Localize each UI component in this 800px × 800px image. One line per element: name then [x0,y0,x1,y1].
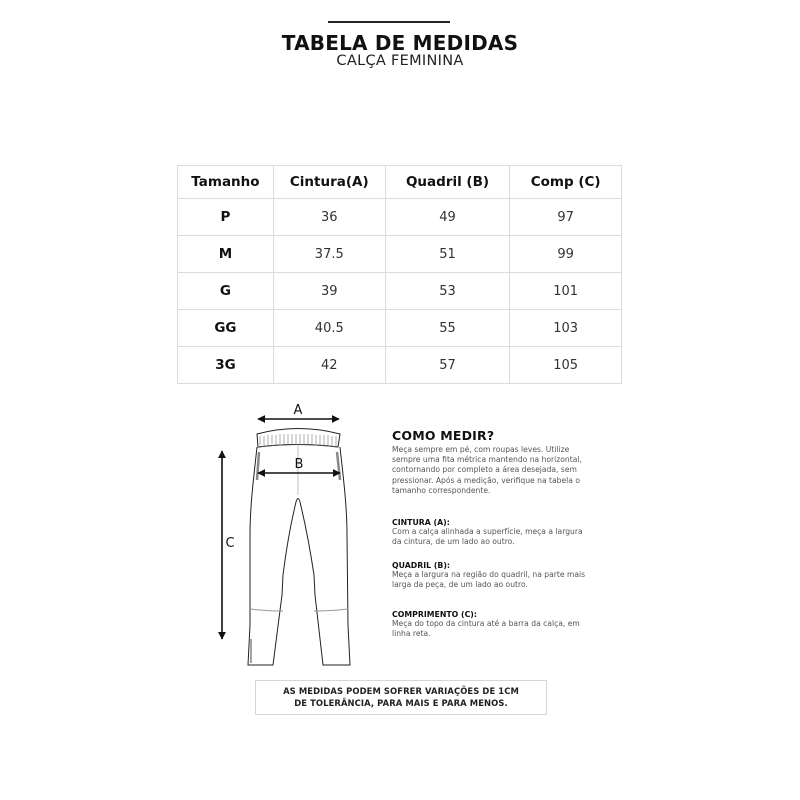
pants-diagram [210,395,385,675]
label-b: B [294,457,304,472]
howto-section-quadril [392,561,592,590]
cell-quadril: 51 [385,236,510,273]
section-heading: QUADRIL (B): [392,561,451,570]
howto-intro: Meça sempre em pé, com roupas leves. Utilize sempre uma fita métrica mantendo na horizontal, contornando por completo a área desejada, sem pressionar. Após a medição, verifique na tabela o tamanho correspondente. [392,445,582,495]
cell-comp: 97 [510,199,622,236]
howto-section-comprimento [392,610,592,639]
cell-size: M [178,236,274,273]
table-row [178,310,622,347]
table-row [178,347,622,384]
label-c: C [225,536,235,551]
cell-comp: 105 [510,347,622,384]
note-line-1: AS MEDIDAS PODEM SOFRER VARIAÇÕES DE 1CM [283,686,519,696]
cell-cintura: 39 [273,273,385,310]
cell-quadril: 53 [385,273,510,310]
howto-intro-block [392,428,592,496]
section-text: Meça a largura na região do quadril, na parte mais larga da peça, de um lado ao outro. [392,570,586,590]
header-tamanho: Tamanho [178,166,274,199]
page-title: TABELA DE MEDIDAS [281,31,519,55]
cell-cintura: 37.5 [273,236,385,273]
cell-comp: 103 [510,310,622,347]
section-heading: CINTURA (A): [392,518,450,527]
cell-quadril: 57 [385,347,510,384]
title-decorative-rule [328,21,450,23]
section-heading: COMPRIMENTO (C): [392,610,477,619]
header-quadril: Quadril (B) [385,166,510,199]
section-text: Com a calça alinhada a superfície, meça a largura da cintura, de um lado ao outro. [392,527,583,547]
header-comp: Comp (C) [510,166,622,199]
table-row [178,199,622,236]
cell-quadril: 49 [385,199,510,236]
cell-cintura: 40.5 [273,310,385,347]
cell-cintura: 42 [273,347,385,384]
tolerance-note [255,680,547,715]
cell-cintura: 36 [273,199,385,236]
note-line-2: DE TOLERÂNCIA, PARA MAIS E PARA MENOS. [294,698,508,708]
label-a: A [293,403,303,418]
cell-comp: 99 [510,236,622,273]
cell-size: P [178,199,274,236]
page-subtitle: CALÇA FEMININA [336,53,464,69]
size-table [177,165,622,384]
header-cintura: Cintura(A) [273,166,385,199]
cell-comp: 101 [510,273,622,310]
cell-size: 3G [178,347,274,384]
table-header-row [178,166,622,199]
cell-size: GG [178,310,274,347]
section-text: Meça do topo da cintura até a barra da calça, em linha reta. [392,619,580,639]
table-row [178,236,622,273]
cell-quadril: 55 [385,310,510,347]
howto-section-cintura [392,518,592,547]
howto-title: COMO MEDIR? [392,428,495,443]
cell-size: G [178,273,274,310]
table-row [178,273,622,310]
